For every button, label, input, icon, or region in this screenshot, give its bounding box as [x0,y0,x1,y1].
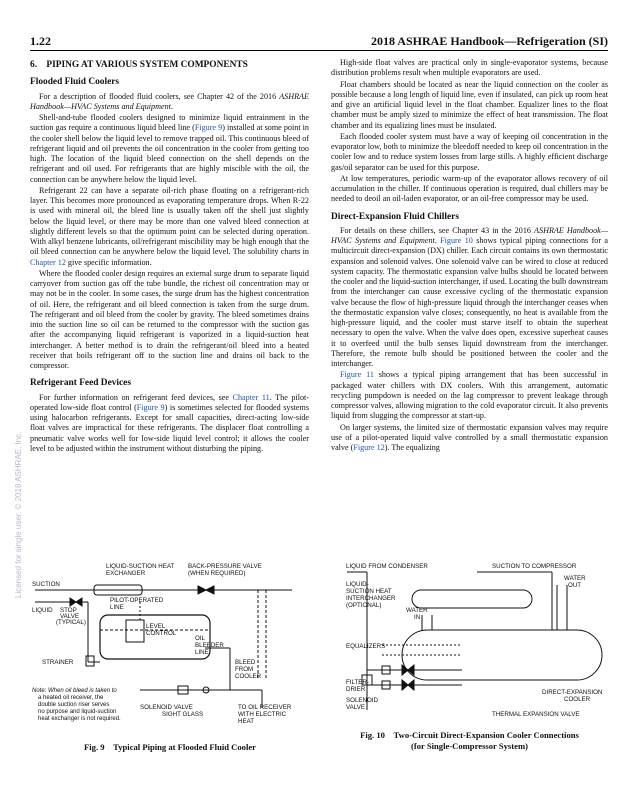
paragraph: On larger systems, the limited size of thermostatic expansion valves may require use of a pilot-operated liquid valve controlled by a small thermostatic expansion valve (Figure 12). The equalizing [331,422,608,452]
svg-text:EXCHANGER: EXCHANGER [106,570,146,577]
svg-text:LIQUID-SUCTION HEAT: LIQUID-SUCTION HEAT [106,563,175,570]
svg-text:(TYPICAL): (TYPICAL) [56,619,86,626]
paragraph: Figure 11 shows a typical piping arrangement that has been successful in packaged water chillers with DX coolers. With this arrangement, automatic recycling pumpdown is needed on the lag compressor to prevent leakage through compressor valves, allowing migration to the cold evaporator circuit. It also prevents liquid from slugging the compressor at start-up. [331,370,608,421]
svg-text:COOLER: COOLER [564,696,591,703]
link-figure-9[interactable]: Figure 9 [194,123,223,133]
figure-10-diagram [342,560,612,720]
svg-text:FROM: FROM [235,666,254,673]
svg-text:OUT: OUT [568,582,582,589]
paragraph: For details on these chillers, see Chapter 43 in the 2016 ASHRAE Handbook—HVAC Systems and Equipment. Figure 10 shows typical piping connections for a multicircuit direct-expansion (DX) chiller. Each circuit contains its own thermostatic expansion and solenoid valves. One solenoid valve can be wired to close at reduced system capacity. The thermostatic expansion valve bulbs should be located between the cooler and the liquid-suction interchanger, if used. Locating the bulb downstream from the interchanger can cause excessive cycling of the thermostatic expansion valve because the flow of high-pressure liquid through the interchanger ceases when the thermostatic expansion valve closes; consequently, no heat is available from the high-pressure liquid, and the cooler must starve itself to obtain the superheat necessary to open the valve. When the valve does open, excessive superheat causes it to overfeed until the bulb senses liquid downstream from the interchanger. Therefore, the remote bulb should be positioned between the cooler and the interchanger. [331,225,608,368]
svg-text:BLEEDER: BLEEDER [195,642,224,649]
header-rule [30,50,608,51]
heading-direct-expansion-fluid-chillers: Direct-Expansion Fluid Chillers [331,211,459,222]
left-column [30,58,309,455]
link-figure-11[interactable]: Figure 11 [340,370,374,380]
svg-text:LIQUID FROM CONDENSER: LIQUID FROM CONDENSER [346,563,428,570]
svg-text:WATER: WATER [406,607,428,614]
link-chapter-11[interactable]: Chapter 11 [232,392,270,402]
svg-text:STOP: STOP [60,607,77,614]
svg-text:VALVE: VALVE [60,613,80,620]
link-figure-10[interactable]: Figure 10 [440,236,473,245]
heading-flooded-fluid-coolers: Flooded Fluid Coolers [30,77,120,88]
svg-text:BLEED: BLEED [235,659,256,666]
svg-text:LIQUID-: LIQUID- [346,581,369,588]
svg-text:WITH ELECTRIC: WITH ELECTRIC [238,711,287,718]
svg-text:a heated oil receiver, the: a heated oil receiver, the [38,695,104,701]
svg-text:LEVEL: LEVEL [146,623,166,630]
svg-text:CONTROL: CONTROL [146,630,177,637]
svg-text:TO OIL RECEIVER: TO OIL RECEIVER [238,704,292,711]
paragraph: For further information on refrigerant feed devices, see Chapter 11. The pilot-operated low-side float control (Figure 9) is sometimes selected for flooded systems using halocarbon refrigerants. Except for small capacities, direct-acting low-side float valves are impractical for these refrigerants. The displacer float controlling a pneumatic valve works well for low-side liquid level control; it allows the cooler level to be adjusted within the instrument without disturbing the piping. [30,392,310,453]
svg-text:(WHEN REQUIRED): (WHEN REQUIRED) [188,570,246,577]
svg-text:LINE: LINE [195,649,209,656]
figure-10-caption: Fig. 10 Two-Circuit Direct-Expansion Cooler Connections (for Single-Compressor System) [360,730,579,751]
svg-text:SUCTION: SUCTION [32,581,60,588]
paragraph: Each flooded cooler system must have a way of keeping oil concentration in the evaporator low, both to minimize the bleedoff needed to keep oil concentration in the cooler low and to reduce system losses from large stills. A highly efficient discharge gas/oil separator can be used for this purpose. [331,131,608,172]
license-watermark: Licensed for single user. © 2018 ASHRAE, Inc. [14,431,23,598]
svg-text:THERMAL EXPANSION VALVE: THERMAL EXPANSION VALVE [492,711,580,718]
svg-text:INTERCHANGER: INTERCHANGER [346,595,396,602]
svg-text:OIL: OIL [195,635,205,642]
svg-text:COOLER: COOLER [235,673,262,680]
page-number: 1.22 [30,34,51,48]
figure-9-caption: Fig. 9 Typical Piping at Flooded Fluid Cooler [84,742,256,752]
svg-text:DRIER: DRIER [346,686,366,693]
right-column [331,58,608,454]
figure-9-diagram [30,560,310,730]
svg-text:double suction riser serves: double suction riser serves [38,702,110,708]
paragraph: High-side float valves are practical only in single-evaporator systems, because distribution problems result when multiple evaporators are used. [331,58,608,78]
paragraph: For a description of flooded fluid coolers, see Chapter 42 of the 2016 ASHRAE Handbook—HVAC Systems and Equipment. [30,91,309,111]
svg-text:EQUALIZERS: EQUALIZERS [346,643,386,650]
heading-refrigerant-feed-devices: Refrigerant Feed Devices [30,378,131,389]
svg-text:PILOT-OPERATED: PILOT-OPERATED [110,597,164,604]
svg-text:SOLENOID: SOLENOID [346,697,378,704]
link-figure-12[interactable]: Figure 12 [353,443,385,452]
link-chapter-12[interactable]: Chapter 12 [30,257,66,267]
svg-text:VALVE: VALVE [346,704,366,711]
svg-text:LIQUID: LIQUID [32,607,53,614]
link-figure-9[interactable]: Figure 9 [136,402,165,412]
paragraph: Where the flooded cooler design requires an external surge drum to separate liquid carryover from suction gas off the tube bundle, the richest oil concentration may or may not be in the cooler. In some cases, the surge drum has the highest concentration of oil. Here, the refrigerant and oil bleed connection is taken from the surge drum. The refrigerant and oil bleed from the cooler by gravity. The bleed sometimes drains into the suction line so oil can be returned to the compressor with the suction gas after the accompanying liquid refrigerant is vaporized in a liquid-suction heat interchanger. A better method is to drain the refrigerant/oil bleed into a heated receiver that boils refrigerant off to the suction line and drains oil back to the compressor. [30,268,309,370]
svg-text:SUCTION TO COMPRESSOR: SUCTION TO COMPRESSOR [492,563,577,570]
svg-text:SUCTION HEAT: SUCTION HEAT [346,588,392,595]
svg-text:DIRECT-EXPANSION: DIRECT-EXPANSION [542,689,603,696]
paragraph: Shell-and-tube flooded coolers designed to minimize liquid entrainment in the suction gas require a continuous liquid bleed line (Figure 9) installed at some point in the cooler shell below the liquid level to remove trapped oil. This continuous bleed of refrigerant liquid and oil prevents the oil concentration in the cooler from getting too high. The location of the liquid bleed connection on the shell depends on the refrigerant and oil used. For refrigerants that are highly miscible with the oil, the connection can be anywhere below the liquid level. [30,113,309,184]
svg-text:HEAT: HEAT [238,718,255,725]
svg-text:SOLENOID VALVE: SOLENOID VALVE [140,704,193,711]
svg-text:(OPTIONAL): (OPTIONAL) [346,602,382,609]
svg-text:BACK-PRESSURE VALVE: BACK-PRESSURE VALVE [188,563,262,570]
paragraph: Refrigerant 22 can have a separate oil-rich phase floating on a refrigerant-rich layer. This becomes more pronounced as evaporating temperature drops. When R-22 is used with mineral oil, the bleed line is usually taken off the shell just slightly below the liquid level, or there may be more than one valved bleed connection at slightly different levels so that the optimum point can be selected during operation. With alkyl benzene lubricants, oil/refrigerant miscibility may be high enough that the oil bleed connection can be anywhere below the liquid level. The solubility charts in Chapter 12 give specific information. [30,185,309,267]
svg-text:STRAINER: STRAINER [42,659,74,666]
svg-text:SIGHT GLASS: SIGHT GLASS [162,711,204,718]
svg-text:WATER: WATER [564,575,586,582]
paragraph: Float chambers should be located as near the liquid connection on the cooler as possible because a long length of liquid line, even if insulated, can pick up room heat and give an artificial liquid level in the float chamber. Equalizer lines to the float chamber must be amply sized to minimize the effect of heat transmission. The float chamber and its equalizing lines must be insulated. [331,79,608,130]
svg-text:IN: IN [414,614,421,621]
svg-text:Note: When oil bleed is taken: Note: When oil bleed is taken to [32,688,117,694]
book-title: 2018 ASHRAE Handbook—Refrigeration (SI) [370,34,608,48]
paragraph: At low temperatures, periodic warm-up of the evaporator allows recovery of oil accumulation in the chiller. If continuous operation is required, dual chillers may be needed to deoil an oil-laden evaporator, or an oil-free compressor may be used. [331,173,608,204]
section-title: 6. PIPING AT VARIOUS SYSTEM COMPONENTS [30,60,248,70]
svg-text:no purpose and liquid-suction: no purpose and liquid-suction [38,709,117,715]
svg-text:heat exchanger is not required: heat exchanger is not required. [38,716,121,722]
svg-text:FILTER-: FILTER- [346,679,369,686]
svg-text:LINE: LINE [110,604,124,611]
